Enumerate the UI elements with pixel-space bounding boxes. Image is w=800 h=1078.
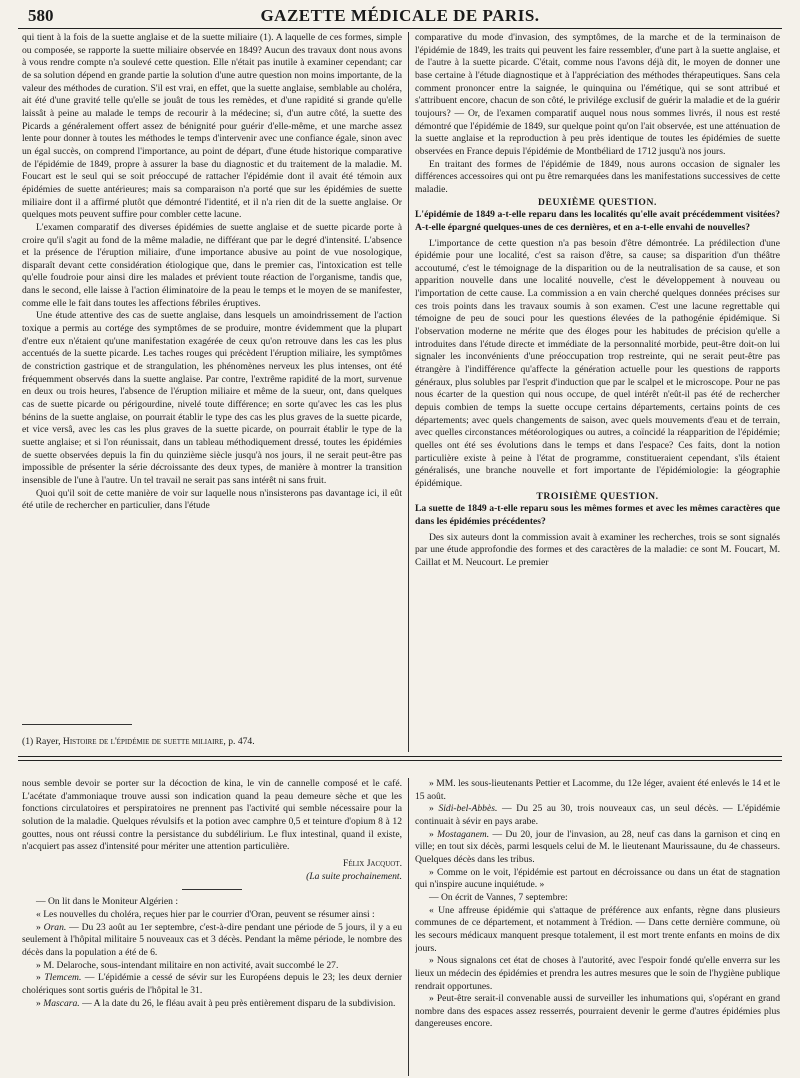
footnote-rule xyxy=(22,724,132,725)
paragraph: L'examen comparatif des diverses épidémies de suette anglaise et de suette picarde porte à croire qu'il s'agit au fond de la même maladie, ne différant que par le degré d'intensité. L'absence et la présence de l'éruption miliaire, d'une importance abusive au point de vue nosologique, disparaît devant cette considération étiologique que, dans le premier cas, l'intoxication est telle qu'elle foudroie pour ainsi dire les malades et prévient toute réaction de l'organisme, tandis que, dans le second, elle laisse à l'action éliminatoire de la peau le temps et le moyen de se manifester, comme elle le fait dans toutes les affections fébriles éruptives. xyxy=(22,221,402,309)
author-signature: Félix Jacquot. xyxy=(343,857,402,869)
paragraph: Quoi qu'il soit de cette manière de voir sur laquelle nous n'insisterons pas davantage ici, il eût été utile de rechercher en particulier, dans l'étude xyxy=(22,487,402,512)
lower-left-column xyxy=(22,778,402,1076)
divider xyxy=(182,889,242,890)
footnote-title: Histoire de l'épidémie de suette miliaire, xyxy=(62,736,226,747)
paragraph: » Mostaganem. — Du 20, jour de l'invasion, au 28, neuf cas dans la garnison et cinq en ville; en tout six décès, parmi lesquels celui de M. le lieutenant Maurissaune, du 4e chasseurs. Quelques décès dans les tribus. xyxy=(415,828,780,865)
paragraph: qui tient à la fois de la suette anglaise et de la suette miliaire (1). A laquelle de ces formes, simple ou composée, se rapporte la suette miliaire observée en 1849? Aucun des travaux dont nous avons à vous rendre compte n'a soulevé cette question. Elle n'était pas inutile à examiner cependant; car de sa solution dépend en grande partie la solution d'une autre question non moins importante, de la valeur des méthodes de curation. S'il est vrai, en effet, que la suette anglaise, semblable au choléra, ait été d'une gravité telle qu'elle se jouât de tous les remèdes, et d'une rapidité si grande qu'elle laissât à peine au malade le temps de recourir à la médecine; si, d'un autre côté, la suette des Picards a généralement offert assez de bénignité pour guérir d'elle-même, et une marche assez lente pour donner à toutes les méthodes le temps d'intervenir avec une confiance égale, sinon avec un égal succès, on comprend l'importance, au point de départ, d'une étude historique comparative de l'épidémie de 1849, propre à assurer la base du diagnostic et du traitement de la maladie. M. Foucart est le seul qui se soit préoccupé de rattacher l'épidémie dont il avait été témoin aux épidémies de suette antérieures; mais sa comparaison n'a porté que sur les épidémies de suette miliaire dont il a affirmé plutôt que démontré l'identité, et il n'a rien dit de la suette anglaise. Or quelques mots peuvent suffire pour combler cette lacune. xyxy=(22,32,402,221)
column-divider-upper xyxy=(408,32,409,752)
continuation-note: (La suite prochainement. xyxy=(306,870,402,882)
paragraph: » Nous signalons cet état de choses à l'autorité, avec l'espoir fondé qu'elle enverra sur les lieux un médecin des épidémies et prendra les autres mesures que le soin de l'hygiène publique rendrait opportunes. xyxy=(415,955,780,992)
place-name: Mostaganem. xyxy=(437,828,490,840)
paragraph: « Les nouvelles du choléra, reçues hier par le courrier d'Oran, peuvent se résumer ainsi : xyxy=(36,908,375,920)
section-heading: TROISIÈME QUESTION. xyxy=(536,490,659,502)
page-header xyxy=(18,6,782,29)
question-heading: L'épidémie de 1849 a-t-elle reparu dans les localités qu'elle avait précédemment visitées? A-t-elle épargné quelques-unes de ces dernières, et en a-t-elle envahi de nouvelles? xyxy=(415,209,780,233)
paragraph: » MM. les sous-lieutenants Pettier et Lacomme, du 12e léger, avaient été enlevés le 14 et le 15 août. xyxy=(415,778,780,802)
paragraph: — On écrit de Vannes, 7 septembre: xyxy=(429,891,568,903)
paragraph: L'importance de cette question n'a pas besoin d'être démontrée. La prédilection d'une épidémie pour une localité, c'est sa raison d'être, sa cause; sa disparition d'un théâtre accoutumé, c'est le témoignage de la disparition ou de la neutralisation de sa cause, et son apparition nouvelle dans une localité nouvelle, c'est le développement à nouveau ou l'importation de cette cause. La commission a en vain cherché quelques données précises sur ces trois points dans les travaux soumis à son examen. C'est une lacune regrettable qui témoigne de peu de souci pour les questions élevées de la pathogénie épidémique. Si l'observation moderne ne mérite que des éloges pour les habitudes de précision qu'elle a introduites dans l'étude directe et immédiate de la personnalité morbide, peut-être doit-on lui signaler les inconvénients d'une préoccupation trop restreinte, qui ne serait peut-être pas étrangère à l'indifférence qu'affecte la génération actuelle pour les questions de rapports généraux, plus solubles par l'esprit d'induction que par le scalpel et le microscope. Pour ne pas nous écarter de la question qui nous occupe, de quel intérêt n'eût-il pas été de rechercher depuis combien de temps la suette occupe certains départements, certains points de ces départements; avec quels changements de saison, avec quels mouvements d'eau et de terrain, avec quelles circonstances météorologiques ou autres, a coïncidé la réapparition de l'épidémie; quelles ont été ses évolutions dans le temps et dans l'espace? Ces faits, dont la notion particulière existe à peine à l'état de programme, constitueraient cependant, s'ils étaient généralisés, une branche nouvelle et fort importante de l'épidémiologie: la géographie épidémique. xyxy=(415,237,780,489)
journal-title: GAZETTE MÉDICALE DE PARIS. xyxy=(260,6,540,25)
paragraph: » Oran. — Du 23 août au 1er septembre, c'est-à-dire pendant une période de 5 jours, il y a eu seulement à l'hôpital militaire 5 nouveaux cas et 3 décès. Pendant la même période, le nombre des décès dans la population a été de 6. xyxy=(22,921,402,958)
footnote: (1) Rayer, Histoire de l'épidémie de suette miliaire, p. 474. xyxy=(22,736,255,747)
paragraph: nous semble devoir se porter sur la décoction de kina, le vin de cannelle composé et le café. L'acétate d'ammoniaque trouve aussi son indication quand la peau demeure sèche et que les fonctions circulatoires et perspiratoires ne prennent pas l'activité qui semble nécessaire pour la solution de la maladie. Quelques révulsifs et la potion avec camphre 0,5 et teinture d'opium 8 à 12 gouttes, nous ont réussi contre la persistance du subdélirium. Le flux intestinal, quand il existe, n'acquiert pas assez d'intensité pour mériter une attention particulière. xyxy=(22,778,402,853)
paragraph: » Comme on le voit, l'épidémie est partout en décroissance ou dans un état de stagnation qui n'inspire aucune inquiétude. » xyxy=(415,866,780,891)
place-name: Sidi-bel-Abbès. xyxy=(438,803,498,815)
place-name: Oran. xyxy=(43,921,67,933)
paragraph: » Peut-être serait-il convenable aussi de surveiller les inhumations qui, s'opérant en grand nombre dans des espaces assez resserrés, pourraient devenir le germe d'autres épidémies plus dangereuses encore. xyxy=(415,993,780,1030)
column-divider-lower xyxy=(408,778,409,1076)
upper-left-column xyxy=(22,32,402,716)
paragraph: » M. Delaroche, sous-intendant militaire en non activité, avait succombé le 27. xyxy=(36,959,339,971)
place-name: Tlemcem. xyxy=(44,972,82,984)
paragraph: » Tlemcem. — L'épidémie a cessé de sévir sur les Européens depuis le 23; les deux dernier cholériques sont sortis guéris de l'hôpital le 31. xyxy=(22,972,402,996)
section-separator xyxy=(18,756,782,761)
section-heading: DEUXIÈME QUESTION. xyxy=(537,196,657,208)
paragraph: comparative du mode d'invasion, des symptômes, de la marche et de la terminaison de l'épidémie de 1849, les traits qui peuvent les faire ressembler, d'une part à la suette anglaise, et de l'autre à la suette picarde. C'était, comme nous l'avons déjà dit, le moyen de donner une base certaine à l'étude diagnostique et à l'appréciation des méthodes thérapeutiques. Sans cela comment prononcer entre la saignée, le quinquina ou l'émétique, qui se sont attribué et s'attribuent encore, chacun de son côté, le privilége exclusif de guérir la maladie et de la guérir toujours? — Or, de l'examen comparatif auquel nous nous sommes livrés, il nous est resté démontré que l'épidémie de 1849, sur quelque point qu'on l'ait observée, est une atténuation de la suette anglaise et la reproduction à peu près identique de toutes les épidémies de suette observées en France depuis l'épidémie de Montbéliard de 1712 jusqu'à nos jours. xyxy=(415,32,780,157)
place-name: Mascara. xyxy=(43,997,80,1009)
paragraph: — On lit dans le Moniteur Algérien : xyxy=(36,896,179,908)
page-number: 580 xyxy=(28,6,54,25)
paragraph: En traitant des formes de l'épidémie de 1849, nous aurons occasion de signaler les différences accessoires qui ont pu être remarquées dans les manifestations successives de cette maladie. xyxy=(415,158,780,195)
paragraph: « Une affreuse épidémie qui s'attaque de préférence aux enfants, règne dans plusieurs communes de ce département, et notamment à Trédion. — Dans cette dernière commune, où les secours médicaux manquent presque totalement, il est mort trente enfants en moins de dix jours. xyxy=(415,904,780,954)
paragraph: Une étude attentive des cas de suette anglaise, dans lesquels un amoindrissement de l'action toxique a permis au cortége des symptômes de se produire, montre évidemment que la plupart d'entre eux n'étaient qu'une manifestation exagérée de ceux qu'on retrouve dans les cas les plus accentués de la suette picarde. Les taches rouges qui précèdent l'éruption miliaire, les symptômes de constriction gastrique et de strangulation, les phénomènes nerveux les plus intenses, ont été fréquemment observés dans la suette anglaise. Par contre, l'extrême rapidité de la mort, survenue en deux ou trois heures, l'absence de l'éruption miliaire et même de la sueur, ont, dans quelques cas de suette picarde ou périgourdine, nivelé toute différence; en sorte qu'avec les cas les plus bénins de la suette anglaise, on pourrait établir le type des cas les plus graves de la suette picarde, et vice versâ, avec les cas les plus graves de la suette picarde, on pourrait établir le type de la suette anglaise; et si l'on réunissait, dans un tableau méthodiquement dressé, toutes les épidémies de suette observées depuis la fin du quinzième siècle jusqu'à nos jours, il ne serait peut-être pas impossible de présenter la série décroissante des deux types, de manière à montrer la transition insensible de l'une à l'autre. Un tel travail ne serait pas sans intérêt ni sans fruit. xyxy=(22,310,402,486)
lower-right-column xyxy=(415,778,780,1076)
upper-right-column xyxy=(415,32,780,750)
question-heading: La suette de 1849 a-t-elle reparu sous les mêmes formes et avec les mêmes caractères que dans les épidémies précédentes? xyxy=(415,503,780,527)
paragraph: Des six auteurs dont la commission avait à examiner les recherches, trois se sont signalés par une étude approfondie des formes et des caractères de la maladie: ce sont M. Foucart, M. Caillat et M. Neucourt. Le premier xyxy=(415,531,780,568)
paragraph: » Mascara. — A la date du 26, le fléau avait à peu près entièrement disparu de la subdivision. xyxy=(36,997,396,1009)
paragraph: » Sidi-bel-Abbès. — Du 25 au 30, trois nouveaux cas, un seul décès. — L'épidémie continuait à sévir en pays arabe. xyxy=(415,803,780,827)
